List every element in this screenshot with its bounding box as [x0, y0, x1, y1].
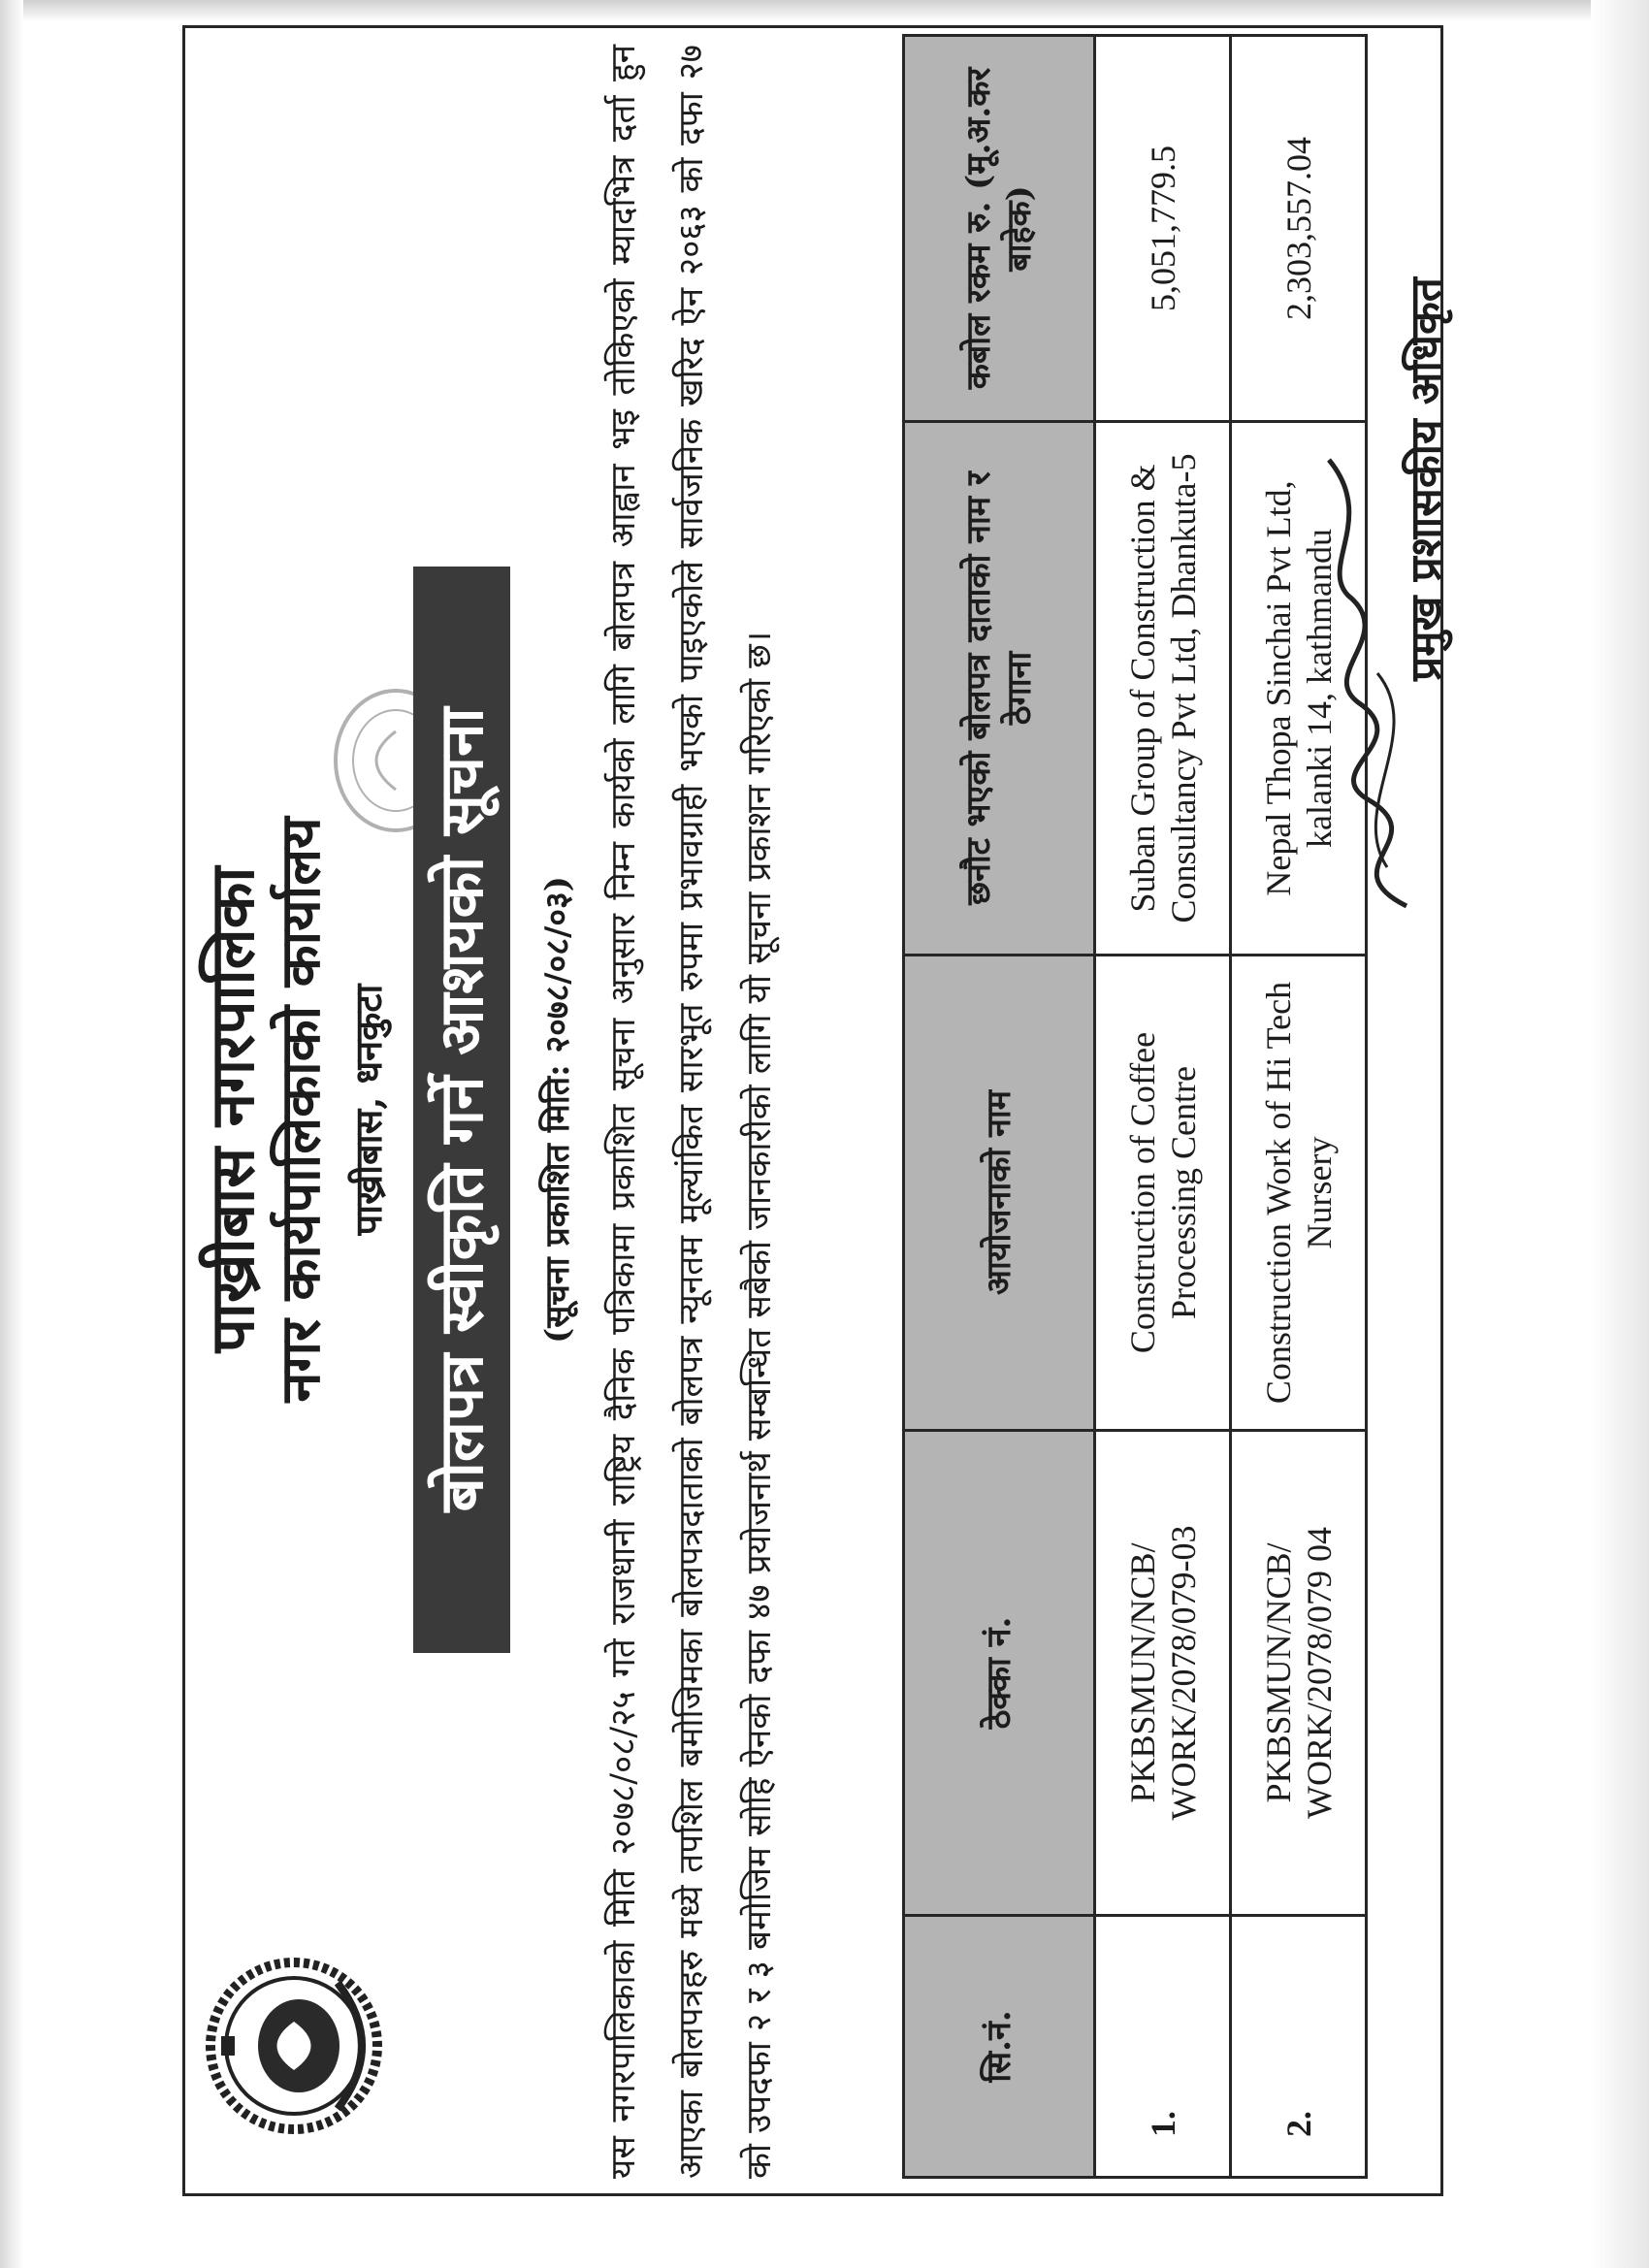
row-contract-no: PKBSMUN/NCB/ WORK/2078/079-03: [1095, 1431, 1231, 1916]
table-header-row: [904, 36, 1095, 2178]
office-subtitle: नगर कार्यपालिकाको कार्यालय: [269, 817, 333, 1403]
header-selected-bidder: छनौट भएको बोलपत्र दाताको नाम र ठेगाना: [904, 422, 1095, 956]
row-selected-bidder: Suban Group of Construction & Consultancy Pvt Ltd, Dhankuta-5: [1095, 422, 1231, 956]
table-row: [1231, 36, 1367, 2178]
scan-edge-right: [1591, 0, 1649, 2268]
row-contract-no: PKBSMUN/NCB/ WORK/2078/079 04: [1231, 1431, 1367, 1916]
row-selected-bidder: Nepal Thopa Sinchai Pvt Ltd, kalanki 14, kathmandu: [1231, 422, 1367, 956]
notice-body-text: यस नगरपालिकाको मिति २०७८/०८/२५ गते राजधानी राष्ट्रिय दैनिक पत्रिकामा प्रकाशित सूचना अनुसार निम्न कार्यको लागि बोलपत्र आह्वान भइ तोकिएको म्यादभित्र दर्ता हुन आएका बोलपत्रहरु मध्ये तपशिल बमोजिमका बोलपत्रदाताको बोलपत्र न्यूनतम मूल्यांकित सारभूत रुपमा प्रभावग्राही भएको पाइएकोले सार्वजनिक खरिद ऐन २०६३ को दफा २७ को उपदफा २ र ३ बमोजिम सोहि ऐनको दफा ४७ प्रयोजनार्थ सम्बन्धित सबैको जानकारीको लागि यो सूचना प्रकाशन गरिएको छ।: [604, 45, 779, 2179]
row-project-name: Construction Work of Hi Tech Nursery: [1231, 956, 1367, 1431]
header-project-name: आयोजनाको नाम: [904, 956, 1095, 1431]
notice-title: बोलपत्र स्वीकृति गर्ने आशयको सूचना: [413, 567, 510, 1653]
row-serial-no: 2.: [1231, 1916, 1367, 2178]
office-name: पाख्रीबास नगरपालिका: [197, 866, 268, 1353]
row-project-name: Construction of Coffee Processing Centre: [1095, 956, 1231, 1431]
row-bid-amount: 2,303,557.04: [1231, 36, 1367, 422]
signatory-designation: प्रमुख प्रशासकीय अधिकृत: [1402, 277, 1451, 681]
publication-date: (सूचना प्रकाशित मिति: २०७८/०८/०३): [538, 876, 577, 1344]
row-serial-no: 1.: [1095, 1916, 1231, 2178]
row-bid-amount: 5,051,779.5: [1095, 36, 1231, 422]
scan-edge-left: [0, 0, 23, 2268]
notice-document: [182, 23, 1451, 2196]
tender-table: [902, 34, 1368, 2179]
table-row: [1095, 36, 1231, 2178]
header-serial-no: सि.नं.: [904, 1916, 1095, 2178]
header-contract-no: ठेक्का नं.: [904, 1431, 1095, 1916]
scan-edge-top: [0, 0, 1649, 21]
office-address: पाख्रीबास, धनकुटा: [346, 984, 390, 1236]
header-bid-amount: कबोल रकम रु. (मू.अ.कर बाहेक): [904, 36, 1095, 422]
